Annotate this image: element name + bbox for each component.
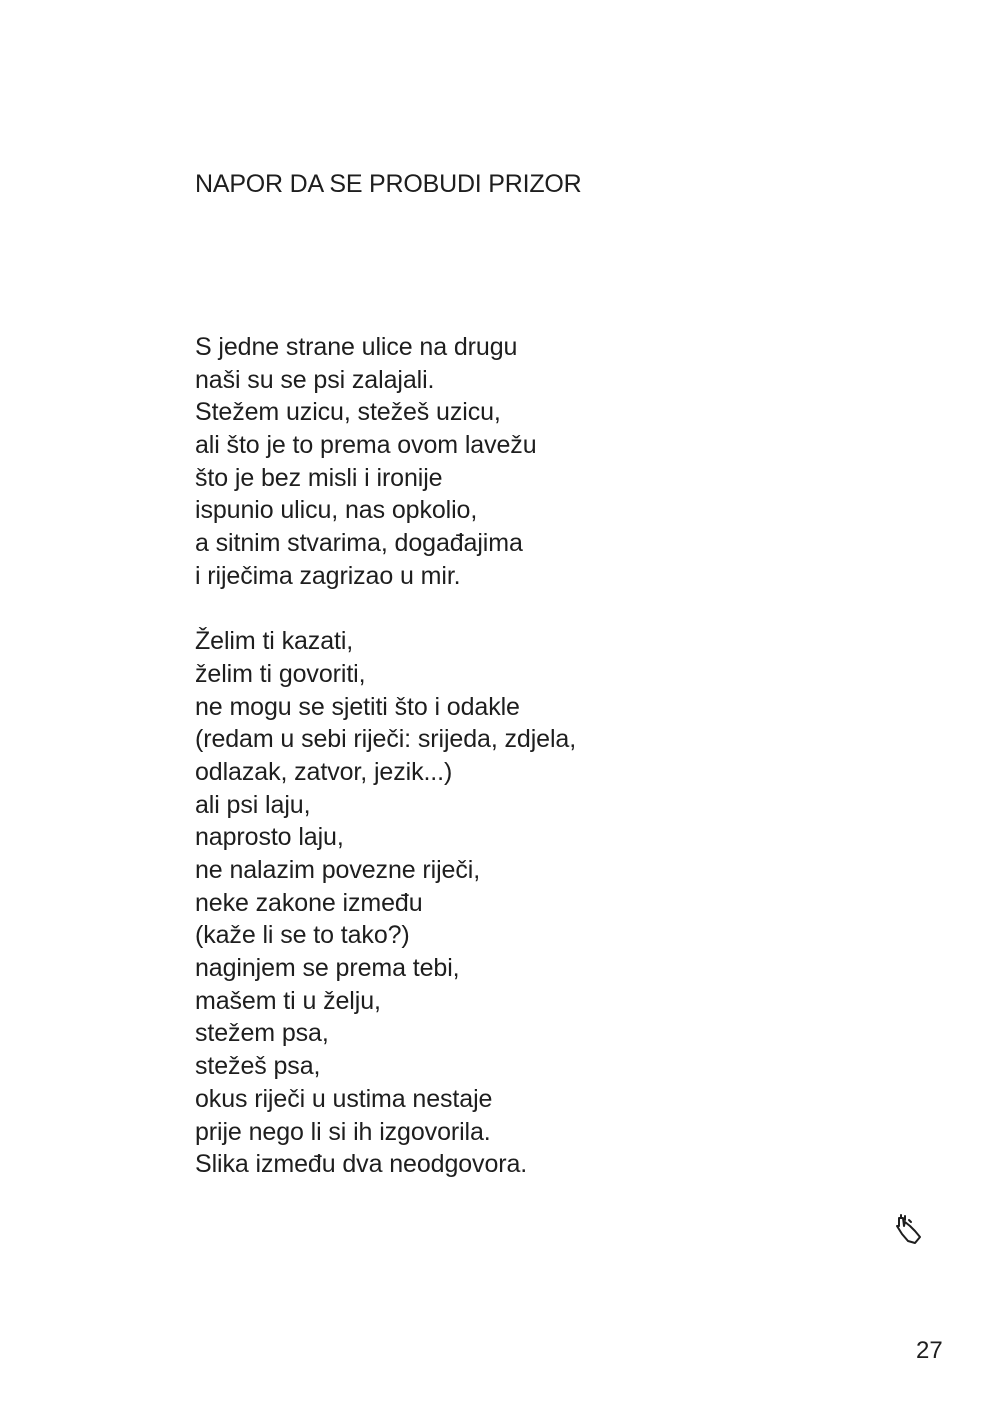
- poem-line: Stežem uzicu, stežeš uzicu,: [195, 398, 501, 427]
- stanza-1: [195, 331, 895, 593]
- poem-line: ne mogu se sjetiti što i odakle: [195, 692, 520, 721]
- poem-line: prije nego li si ih izgovorila.: [195, 1117, 491, 1146]
- poem-line: okus riječi u ustima nestaje: [195, 1084, 493, 1113]
- poem-line: mašem ti u želju,: [195, 986, 381, 1015]
- poem-line: što je bez misli i ironije: [195, 463, 443, 492]
- poem-line: Želim ti kazati,: [195, 627, 354, 656]
- poem-line: ispunio ulicu, nas opkolio,: [195, 496, 478, 525]
- poem-line: (redam u sebi riječi: srijeda, zdjela,: [195, 725, 577, 754]
- poem-line: (kaže li se to tako?): [195, 921, 410, 950]
- poem-line: želim ti govoriti,: [195, 659, 366, 688]
- poem-line: odlazak, zatvor, jezik...): [195, 757, 453, 786]
- poem-line: Slika između dva neodgovora.: [195, 1150, 528, 1179]
- poem-body: [195, 331, 895, 1181]
- poem-line: neke zakone između: [195, 888, 423, 917]
- hand-pointer-icon: [893, 1212, 927, 1246]
- poem-line: naprosto laju,: [195, 823, 344, 852]
- poem-line: i riječima zagrizao u mir.: [195, 561, 461, 590]
- stanza-2: [195, 625, 895, 1181]
- poem-line: ne nalazim povezne riječi,: [195, 856, 481, 884]
- poem-line: naginjem se prema tebi,: [195, 954, 460, 983]
- poem-line: stežem psa,: [195, 1019, 329, 1048]
- page-number: 27: [916, 1337, 943, 1364]
- poem-line: a sitnim stvarima, događajima: [195, 529, 523, 558]
- poem-line: naši su se psi zalajali.: [195, 365, 435, 394]
- poem-line: stežeš psa,: [195, 1052, 321, 1081]
- poem-line: S jedne strane ulice na drugu: [195, 333, 518, 361]
- poem-line: ali što je to prema ovom lavežu: [195, 431, 537, 460]
- poem-title: NAPOR DA SE PROBUDI PRIZOR: [195, 170, 582, 198]
- poem-line: ali psi laju,: [195, 790, 311, 819]
